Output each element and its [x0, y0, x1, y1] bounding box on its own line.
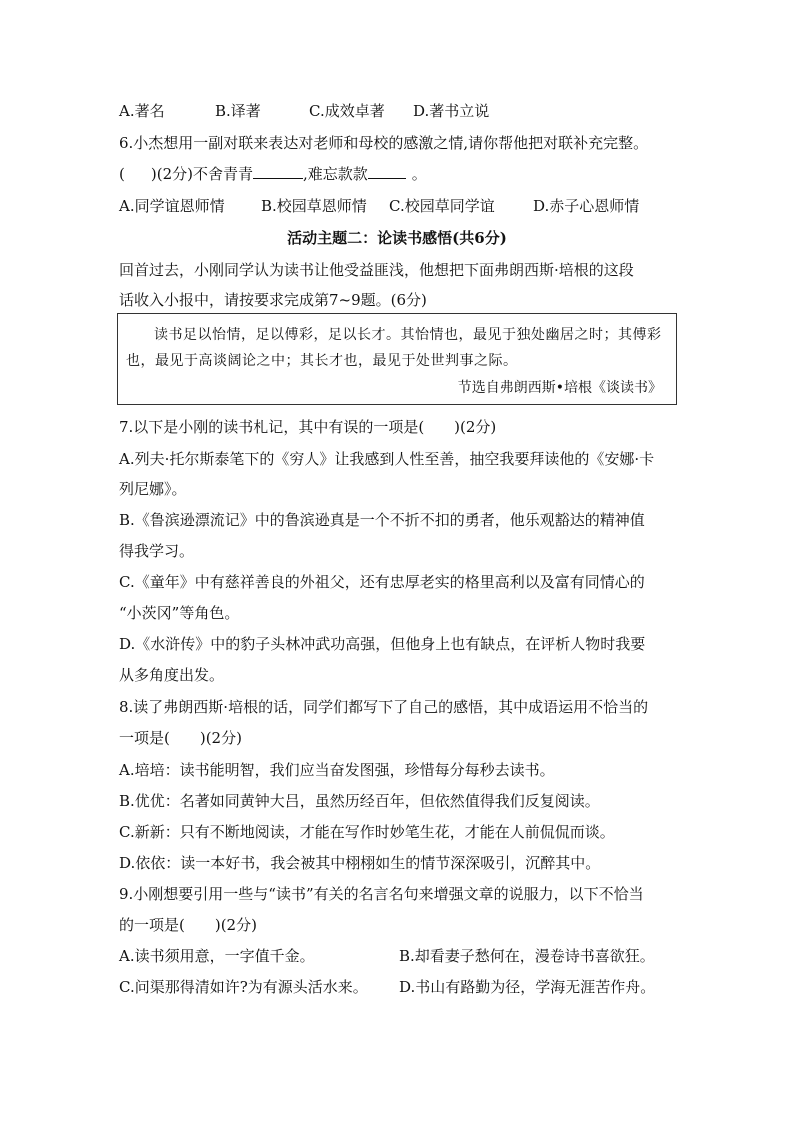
q6-paren-open: ( [119, 165, 125, 183]
q6-stem: 6.小杰想用一副对联来表达对老师和母校的感激之情,请你帮他把对联补充完整。 [119, 134, 649, 152]
q6-fill-line [119, 164, 679, 184]
q5-options [119, 101, 679, 121]
q6-options [119, 196, 679, 216]
q9-options-row-1 [119, 946, 679, 966]
q7-option-a-line-2: 列尼娜》。 [119, 480, 187, 498]
q9-option-b: B.却看妻子愁何在，漫卷诗书喜欲狂。 [399, 947, 655, 965]
q7-option-a-line-1: A.列夫·托尔斯泰笔下的《穷人》让我感到人性至善，抽空我要拜读他的《安娜·卡 [119, 450, 655, 468]
q5-option-a: A.著名 [119, 102, 165, 120]
q7-stem: 7.以下是小刚的读书札记，其中有误的一项是( )(2分) [119, 418, 497, 436]
q7-option-b-line-2: 得我学习。 [119, 542, 195, 560]
q8-stem-line-2: 一项是( )(2分) [119, 729, 242, 747]
q9-options-row-2 [119, 977, 679, 997]
q6-end-mark: 。 [411, 165, 427, 183]
q7-option-c-line-2: “小茨冈”等角色。 [119, 604, 240, 622]
q9-stem-line-1: 9.小刚想要引用一些与“读书”有关的名言名句来增强文章的说服力，以下不恰当 [119, 885, 644, 903]
q7-option-b-line-1: B.《鲁滨逊漂流记》中的鲁滨逊真是一个不折不扣的勇者，他乐观豁达的精神值 [119, 511, 645, 529]
q8-option-d: D.依依：读一本好书，我会被其中栩栩如生的情节深深吸引，沉醉其中。 [119, 854, 601, 872]
q6-option-a: A.同学谊恩师情 [119, 197, 225, 215]
quote-text: 读书足以怡情，足以傅彩，足以长才。其怡情也，最见于独处幽居之时；其傅彩也，最见于高谈阔论之中；其长才也，最见于处世判事之际。 [126, 327, 662, 369]
q6-option-c: C.校园草同学谊 [389, 197, 495, 215]
q8-option-a: A.培培：读书能明智，我们应当奋发图强，珍惜每分每秒去读书。 [119, 761, 555, 779]
q6-blank-1[interactable] [253, 164, 303, 179]
q6-option-d: D.赤子心恩师情 [533, 197, 640, 215]
q9-option-c: C.问渠那得清如许?为有源头活水来。 [119, 978, 368, 996]
q8-option-c: C.新新：只有不断地阅读，才能在写作时妙笔生花，才能在人前侃侃而谈。 [119, 823, 615, 841]
section-intro-line-2: 话收入小报中，请按要求完成第7~9题。(6分) [119, 291, 427, 309]
quote-source: 节选自弗朗西斯•培根《谈读书》 [457, 380, 662, 396]
q6-paren-score: )(2分)不舍青青 [150, 165, 253, 183]
q5-option-b: B.译著 [215, 102, 261, 120]
q5-option-c: C.成效卓著 [309, 102, 385, 120]
q6-blank-2[interactable] [368, 164, 406, 179]
q8-option-b: B.优优：名著如同黄钟大吕，虽然历经百年，但依然值得我们反复阅读。 [119, 792, 600, 810]
q9-stem-line-2: 的一项是( )(2分) [119, 916, 257, 934]
q9-option-a: A.读书须用意，一字值千金。 [119, 947, 315, 965]
section-intro-line-1: 回首过去，小刚同学认为读书让他受益匪浅，他想把下面弗朗西斯·培根的这段 [119, 261, 634, 279]
section-title: 活动主题二：论读书感悟(共6分) [287, 229, 507, 247]
q7-option-c-line-1: C.《童年》中有慈祥善良的外祖父，还有忠厚老实的格里高利以及富有同情心的 [119, 573, 645, 591]
q6-option-b: B.校园草恩师情 [261, 197, 367, 215]
q7-option-d-line-2: 从多角度出发。 [119, 666, 225, 684]
q7-option-d-line-1: D.《水浒传》中的豹子头林冲武功高强，但他身上也有缺点，在评析人物时我要 [119, 635, 646, 653]
q6-mid-text: ,难忘款款 [302, 165, 368, 183]
q9-option-d: D.书山有路勤为径，学海无涯苦作舟。 [399, 978, 656, 996]
q5-option-d: D.著书立说 [413, 102, 490, 120]
q8-stem-line-1: 8.读了弗朗西斯·培根的话，同学们都写下了自己的感悟，其中成语运用不恰当的 [119, 698, 649, 716]
quote-box [117, 313, 677, 405]
